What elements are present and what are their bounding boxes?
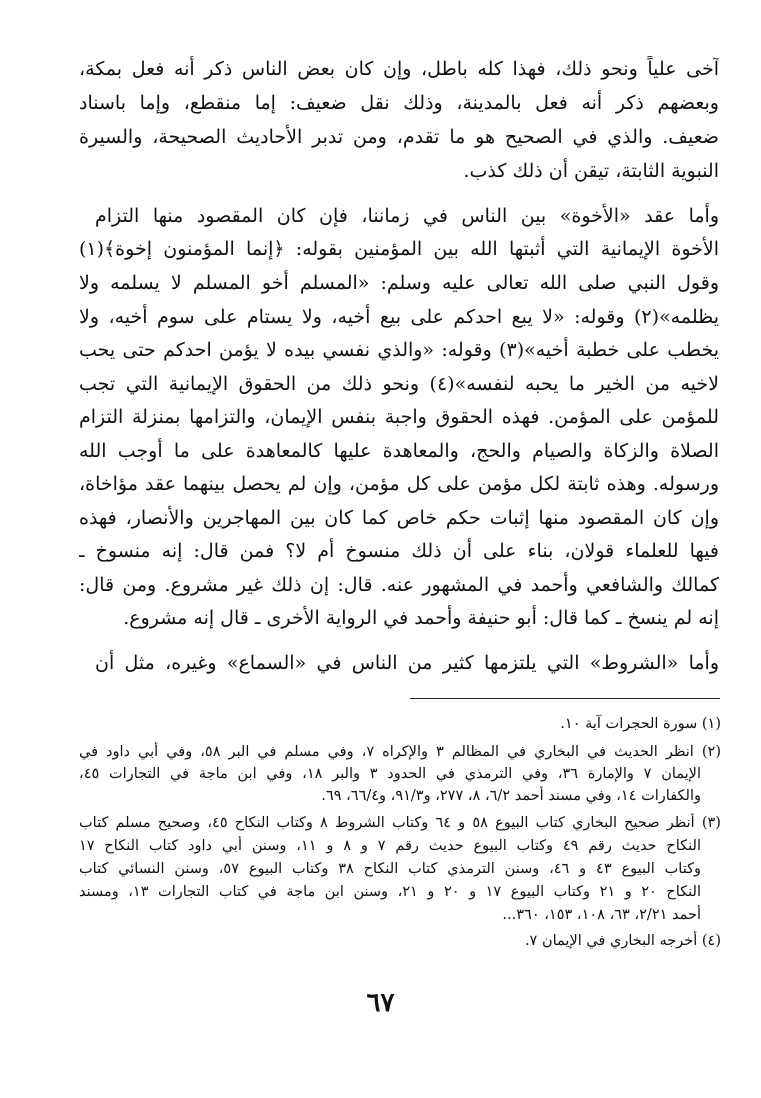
footnote-2-cont: الإيمان ٧ والإمارة ٣٦، وفي الترمذي في الحدود ٣ والبر ١٨، وفي ابن ماجة في التجارات ٤٥، (79, 766, 701, 782)
body-line: فيها للعلماء قولان، بناء على أن ذلك منسوخ أم لا؟ فمن قال: إنه منسوخ ـ (79, 540, 719, 562)
body-line: يظلمه»(٢) وقوله: «لا يبع احدكم على بيع أخيه، ولا يستام على سوم أخيه، ولا (79, 306, 719, 328)
body-line: وأما عقد «الأخوة» بين الناس في زماننا، فإن كان المقصود منها التزام (95, 205, 719, 227)
body-line: وقول النبي صلى الله تعالى عليه وسلم: «المسلم أخو المسلم لا يسلمه ولا (79, 272, 719, 294)
page-number: ٦٧ (366, 988, 395, 1018)
body-line: الصلاة والزكاة والصيام والحج، والمعاهدة عليها كالمعاهدة على ما أوجب الله (79, 440, 719, 462)
body-line: النبوية الثابتة، تيقن أن ذلك كذب. (463, 160, 719, 182)
footnote-3: (٣) أنظر صحيح البخاري كتاب البيوع ٥٨ و ٦٤ وكتاب الشروط ٨ وكتاب النكاح ٤٥، وصحيح مسلم كتاب (79, 815, 721, 831)
footnote-2-cont: والكفارات ١٤، وفي مسند أحمد ٦/٢، ٨، ٢٧٧، و٩١/٣، و٦٦/٤، ٦٩. (321, 788, 701, 804)
body-line: لاخيه من الخير ما يحبه لنفسه»(٤) ونحو ذلك من الحقوق الإيمانية التي تجب (79, 373, 719, 395)
body-line: الأخوة الإيمانية التي أثبتها الله بين المؤمنين بقوله: ﴿إنما المؤمنون إخوة﴾(١) (79, 238, 719, 260)
body-line: ضعيف. والذي في الصحيح هو ما تقدم، ومن تدبر الأحاديث الصحيحة، والسيرة (79, 126, 719, 148)
body-line: كمالك والشافعي وأحمد في المشهور عنه. قال: إن ذلك غير مشروع. ومن قال: (79, 574, 719, 596)
footnote-3-cont: النكاح حديث رقم ٤٩ وكتاب البيوع حديث رقم ٧ و ٨ و ١١، وسنن أبي داود كتاب النكاح ١٧ (79, 838, 701, 854)
body-line: ورسوله. وهذه ثابتة لكل مؤمن على كل مؤمن، وإن لم يحصل بينهما عقد مؤاخاة، (79, 473, 719, 495)
body-line: إنه لم ينسخ ـ كما قال: أبو حنيفة وأحمد في الرواية الأخرى ـ قال إنه مشروع. (123, 607, 719, 629)
body-line: وأما «الشروط» التي يلتزمها كثير من الناس في «السماع» وغيره، مثل أن (95, 652, 719, 674)
body-line: يخطب على خطبة أخيه»(٣) وقوله: «والذي نفسي بيده لا يؤمن احدكم حتى يحب (79, 339, 719, 361)
body-line: للمؤمن على المؤمن. فهذه الحقوق واجبة بنفس الإيمان، والتزامها بمنزلة التزام (79, 406, 719, 428)
body-line: وبعضهم ذكر أنه فعل بالمدينة، وذلك نقل ضعيف: إما منقطع، وإما باسناد (79, 92, 719, 114)
body-line: آخى علياً ونحو ذلك، فهذا كله باطل، وإن كان بعض الناس ذكر أنه فعل بمكة، (79, 58, 719, 80)
footnote-divider (410, 698, 720, 699)
footnote-3-cont: أحمد ٢/٢١، ٦٣، ١٠٨، ١٥٣، ٣٦٠... (502, 907, 701, 923)
footnote-1: (١) سورة الحجرات آية ١٠. (560, 716, 721, 732)
footnote-3-cont: وكتاب البيوع ٤٣ و ٤٦، وسنن الترمذي كتاب النكاح ٣٨ وكتاب البيوع ٥٧، وسنن النسائي كتاب (79, 861, 701, 877)
footnote-4: (٤) أخرجه البخاري في الإيمان ٧. (524, 933, 721, 949)
footnote-2: (٢) انظر الحديث في البخاري في المظالم ٣ والإكراه ٧، وفي مسلم في البر ٥٨، وفي أبي داود في (79, 744, 721, 760)
footnote-3-cont: النكاح ٢٠ و ٢١ وكتاب البيوع ١٧ و ٢٠ و ٢١، وسنن ابن ماجة في كتاب التجارات ١٣، ومسند (79, 884, 701, 900)
body-line: وإن كان المقصود منها إثبات حكم خاص كما كان بين المهاجرين والأنصار، فهذه (79, 507, 719, 529)
